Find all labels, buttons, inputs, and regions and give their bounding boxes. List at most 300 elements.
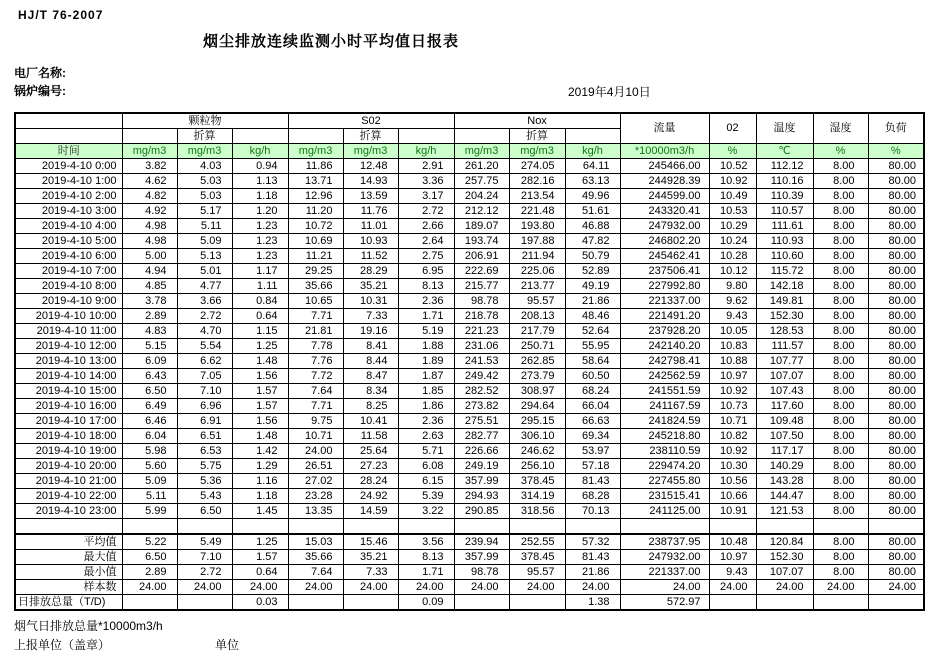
- value-cell: 1.23: [232, 234, 288, 249]
- value-cell: 10.73: [709, 399, 756, 414]
- value-cell: 5.98: [122, 444, 177, 459]
- empty-cell: [565, 129, 620, 144]
- value-cell: 1.86: [398, 399, 454, 414]
- value-cell: 1.17: [232, 264, 288, 279]
- data-row: [15, 444, 924, 459]
- value-cell: 11.52: [343, 249, 398, 264]
- value-cell: 2.36: [398, 414, 454, 429]
- value-cell: 48.46: [565, 309, 620, 324]
- value-cell: 262.85: [509, 354, 565, 369]
- empty-cell: [398, 129, 454, 144]
- value-cell: 107.50: [756, 429, 813, 444]
- value-cell: 23.28: [288, 489, 343, 504]
- converted-label-nox: 折算: [509, 129, 565, 144]
- value-cell: 9.43: [709, 565, 756, 580]
- value-cell: 225.06: [509, 264, 565, 279]
- time-cell: 2019-4-10 5:00: [15, 234, 122, 249]
- value-cell: 13.71: [288, 174, 343, 189]
- data-row: [15, 234, 924, 249]
- value-cell: 306.10: [509, 429, 565, 444]
- value-cell: 6.62: [177, 354, 232, 369]
- value-cell: 1.25: [232, 339, 288, 354]
- unit-cell: kg/h: [232, 144, 288, 159]
- value-cell: 6.50: [122, 384, 177, 399]
- time-cell: 2019-4-10 3:00: [15, 204, 122, 219]
- value-cell: 80.00: [868, 279, 924, 294]
- value-cell: 6.91: [177, 414, 232, 429]
- value-cell: 142.18: [756, 279, 813, 294]
- value-cell: 0.64: [232, 309, 288, 324]
- value-cell: 245218.80: [620, 429, 709, 444]
- value-cell: 3.22: [398, 504, 454, 519]
- header-flow: 流量: [620, 113, 709, 144]
- data-row: [15, 369, 924, 384]
- value-cell: 143.28: [756, 474, 813, 489]
- value-cell: 5.71: [398, 444, 454, 459]
- time-cell: 2019-4-10 21:00: [15, 474, 122, 489]
- data-row: [15, 414, 924, 429]
- value-cell: 80.00: [868, 219, 924, 234]
- time-header-cell: 时间: [15, 144, 122, 159]
- value-cell: 8.00: [813, 354, 868, 369]
- unit-cell: %: [868, 144, 924, 159]
- value-cell: 10.24: [709, 234, 756, 249]
- value-cell: 5.13: [177, 249, 232, 264]
- value-cell: 80.00: [868, 249, 924, 264]
- value-cell: 242562.59: [620, 369, 709, 384]
- time-cell: 2019-4-10 11:00: [15, 324, 122, 339]
- value-cell: 8.00: [813, 444, 868, 459]
- value-cell: 357.99: [454, 550, 509, 565]
- value-cell: 11.01: [343, 219, 398, 234]
- value-cell: 242140.20: [620, 339, 709, 354]
- value-cell: 10.69: [288, 234, 343, 249]
- value-cell: 6.46: [122, 414, 177, 429]
- value-cell: 247932.00: [620, 219, 709, 234]
- value-cell: 189.07: [454, 219, 509, 234]
- value-cell: 149.81: [756, 294, 813, 309]
- value-cell: 107.77: [756, 354, 813, 369]
- footer-note: 烟气日排放总量*10000m3/h: [14, 619, 163, 633]
- value-cell: 227455.80: [620, 474, 709, 489]
- value-cell: 35.66: [288, 550, 343, 565]
- data-row: [15, 204, 924, 219]
- time-cell: 2019-4-10 23:00: [15, 504, 122, 519]
- value-cell: 226.66: [454, 444, 509, 459]
- value-cell: 24.00: [454, 580, 509, 595]
- value-cell: 245466.00: [620, 159, 709, 174]
- value-cell: 80.00: [868, 489, 924, 504]
- empty-cell: [565, 519, 620, 535]
- time-cell: 2019-4-10 2:00: [15, 189, 122, 204]
- value-cell: 1.56: [232, 369, 288, 384]
- unit-cell: mg/m3: [122, 144, 177, 159]
- value-cell: 10.92: [709, 384, 756, 399]
- value-cell: 221.23: [454, 324, 509, 339]
- value-cell: 57.18: [565, 459, 620, 474]
- value-cell: 1.71: [398, 309, 454, 324]
- value-cell: 98.78: [454, 565, 509, 580]
- time-cell: 2019-4-10 1:00: [15, 174, 122, 189]
- value-cell: 3.66: [177, 294, 232, 309]
- empty-cell: [454, 129, 509, 144]
- value-cell: 218.78: [454, 309, 509, 324]
- empty-cell: [709, 519, 756, 535]
- table-body: [15, 159, 924, 611]
- value-cell: 2.89: [122, 565, 177, 580]
- value-cell: 295.15: [509, 414, 565, 429]
- value-cell: 9.75: [288, 414, 343, 429]
- data-row: [15, 294, 924, 309]
- value-cell: 244599.00: [620, 189, 709, 204]
- value-cell: 1.48: [232, 429, 288, 444]
- value-cell: 241.53: [454, 354, 509, 369]
- value-cell: 21.86: [565, 294, 620, 309]
- value-cell: 8.00: [813, 324, 868, 339]
- value-cell: 107.07: [756, 369, 813, 384]
- summary-row: [15, 550, 924, 565]
- value-cell: [288, 595, 343, 611]
- value-cell: 3.78: [122, 294, 177, 309]
- value-cell: 110.60: [756, 249, 813, 264]
- value-cell: 80.00: [868, 309, 924, 324]
- value-cell: 64.11: [565, 159, 620, 174]
- value-cell: 5.09: [177, 234, 232, 249]
- value-cell: 5.75: [177, 459, 232, 474]
- value-cell: 275.51: [454, 414, 509, 429]
- value-cell: 110.39: [756, 189, 813, 204]
- value-cell: 120.84: [756, 534, 813, 550]
- value-cell: 4.70: [177, 324, 232, 339]
- value-cell: 10.92: [709, 444, 756, 459]
- value-cell: 5.49: [177, 534, 232, 550]
- value-cell: 8.00: [813, 309, 868, 324]
- value-cell: 2.75: [398, 249, 454, 264]
- value-cell: 10.65: [288, 294, 343, 309]
- value-cell: 6.53: [177, 444, 232, 459]
- value-cell: 13.35: [288, 504, 343, 519]
- value-cell: 66.04: [565, 399, 620, 414]
- value-cell: 1.16: [232, 474, 288, 489]
- value-cell: 212.12: [454, 204, 509, 219]
- value-cell: 15.03: [288, 534, 343, 550]
- value-cell: 51.61: [565, 204, 620, 219]
- time-cell: 2019-4-10 0:00: [15, 159, 122, 174]
- value-cell: 208.13: [509, 309, 565, 324]
- value-cell: 7.72: [288, 369, 343, 384]
- time-cell: 2019-4-10 15:00: [15, 384, 122, 399]
- corner-cell: [15, 113, 122, 129]
- value-cell: 7.33: [343, 309, 398, 324]
- data-row: [15, 399, 924, 414]
- value-cell: 0.84: [232, 294, 288, 309]
- boiler-no-label: 锅炉编号:: [14, 84, 66, 98]
- value-cell: 7.33: [343, 565, 398, 580]
- data-row: [15, 219, 924, 234]
- value-cell: [509, 595, 565, 611]
- value-cell: 256.10: [509, 459, 565, 474]
- value-cell: 257.75: [454, 174, 509, 189]
- report-date: 2019年4月10日: [568, 85, 651, 99]
- value-cell: 80.00: [868, 354, 924, 369]
- value-cell: 24.00: [709, 580, 756, 595]
- unit-label: 单位: [215, 638, 240, 652]
- value-cell: 10.30: [709, 459, 756, 474]
- value-cell: 308.97: [509, 384, 565, 399]
- value-cell: 0.94: [232, 159, 288, 174]
- time-cell: 2019-4-10 20:00: [15, 459, 122, 474]
- value-cell: 8.41: [343, 339, 398, 354]
- value-cell: 221.48: [509, 204, 565, 219]
- value-cell: 107.43: [756, 384, 813, 399]
- value-cell: 121.53: [756, 504, 813, 519]
- unit-cell: ℃: [756, 144, 813, 159]
- value-cell: 8.00: [813, 339, 868, 354]
- value-cell: 8.13: [398, 279, 454, 294]
- value-cell: 80.00: [868, 459, 924, 474]
- value-cell: 8.00: [813, 204, 868, 219]
- value-cell: 10.82: [709, 429, 756, 444]
- time-cell: 2019-4-10 19:00: [15, 444, 122, 459]
- value-cell: 5.15: [122, 339, 177, 354]
- value-cell: 294.64: [509, 399, 565, 414]
- value-cell: 4.83: [122, 324, 177, 339]
- value-cell: 80.00: [868, 384, 924, 399]
- value-cell: 8.00: [813, 474, 868, 489]
- value-cell: 128.53: [756, 324, 813, 339]
- value-cell: 6.15: [398, 474, 454, 489]
- value-cell: 1.57: [232, 384, 288, 399]
- value-cell: 24.00: [343, 580, 398, 595]
- value-cell: 1.25: [232, 534, 288, 550]
- empty-cell: [15, 519, 122, 535]
- value-cell: 222.69: [454, 264, 509, 279]
- value-cell: 24.00: [398, 580, 454, 595]
- value-cell: 10.49: [709, 189, 756, 204]
- value-cell: 241551.59: [620, 384, 709, 399]
- value-cell: 11.86: [288, 159, 343, 174]
- value-cell: 10.93: [343, 234, 398, 249]
- value-cell: [122, 595, 177, 611]
- value-cell: 357.99: [454, 474, 509, 489]
- value-cell: 5.36: [177, 474, 232, 489]
- value-cell: 221337.00: [620, 294, 709, 309]
- data-row: [15, 504, 924, 519]
- value-cell: 10.66: [709, 489, 756, 504]
- value-cell: 282.52: [454, 384, 509, 399]
- value-cell: 25.64: [343, 444, 398, 459]
- value-cell: 221491.20: [620, 309, 709, 324]
- value-cell: 4.82: [122, 189, 177, 204]
- value-cell: 314.19: [509, 489, 565, 504]
- value-cell: 7.64: [288, 565, 343, 580]
- summary-label: 最大值: [15, 550, 122, 565]
- value-cell: 24.00: [288, 580, 343, 595]
- value-cell: 47.82: [565, 234, 620, 249]
- value-cell: 6.51: [177, 429, 232, 444]
- unit-cell: mg/m3: [454, 144, 509, 159]
- value-cell: 5.60: [122, 459, 177, 474]
- value-cell: 221337.00: [620, 565, 709, 580]
- value-cell: 1.45: [232, 504, 288, 519]
- value-cell: 49.96: [565, 189, 620, 204]
- data-row: [15, 474, 924, 489]
- value-cell: 7.10: [177, 550, 232, 565]
- value-cell: 50.79: [565, 249, 620, 264]
- summary-label: 日排放总量（T/D): [15, 595, 122, 611]
- empty-cell: [343, 519, 398, 535]
- page-title: 烟尘排放连续监测小时平均值日报表: [203, 33, 460, 50]
- value-cell: 8.00: [813, 565, 868, 580]
- data-row: [15, 489, 924, 504]
- value-cell: 241125.00: [620, 504, 709, 519]
- value-cell: 5.01: [177, 264, 232, 279]
- value-cell: 11.58: [343, 429, 398, 444]
- value-cell: 21.81: [288, 324, 343, 339]
- value-cell: 80.00: [868, 504, 924, 519]
- summary-label: 样本数: [15, 580, 122, 595]
- converted-label-pm: 折算: [177, 129, 232, 144]
- value-cell: 11.76: [343, 204, 398, 219]
- value-cell: 237928.20: [620, 324, 709, 339]
- value-cell: 3.82: [122, 159, 177, 174]
- value-cell: 8.00: [813, 534, 868, 550]
- data-row: [15, 159, 924, 174]
- value-cell: 8.00: [813, 489, 868, 504]
- value-cell: 1.85: [398, 384, 454, 399]
- value-cell: 24.92: [343, 489, 398, 504]
- value-cell: 3.56: [398, 534, 454, 550]
- value-cell: 8.00: [813, 174, 868, 189]
- value-cell: 8.00: [813, 459, 868, 474]
- data-row: [15, 324, 924, 339]
- summary-label: 最小值: [15, 565, 122, 580]
- value-cell: 4.98: [122, 234, 177, 249]
- summary-row: [15, 580, 924, 595]
- value-cell: [454, 595, 509, 611]
- value-cell: 24.00: [756, 580, 813, 595]
- value-cell: 238737.95: [620, 534, 709, 550]
- value-cell: 11.21: [288, 249, 343, 264]
- value-cell: 243320.41: [620, 204, 709, 219]
- value-cell: 14.93: [343, 174, 398, 189]
- value-cell: 10.83: [709, 339, 756, 354]
- value-cell: 81.43: [565, 474, 620, 489]
- value-cell: 8.00: [813, 369, 868, 384]
- value-cell: 6.95: [398, 264, 454, 279]
- value-cell: 246802.20: [620, 234, 709, 249]
- value-cell: [756, 595, 813, 611]
- value-cell: 5.17: [177, 204, 232, 219]
- value-cell: 80.00: [868, 339, 924, 354]
- value-cell: 1.57: [232, 399, 288, 414]
- value-cell: 69.34: [565, 429, 620, 444]
- value-cell: 80.00: [868, 369, 924, 384]
- unit-cell: kg/h: [398, 144, 454, 159]
- value-cell: 140.29: [756, 459, 813, 474]
- value-cell: 10.52: [709, 159, 756, 174]
- value-cell: 26.51: [288, 459, 343, 474]
- value-cell: 7.71: [288, 399, 343, 414]
- summary-row: [15, 565, 924, 580]
- value-cell: 152.30: [756, 550, 813, 565]
- value-cell: 1.38: [565, 595, 620, 611]
- value-cell: 5.03: [177, 189, 232, 204]
- value-cell: 24.00: [620, 580, 709, 595]
- value-cell: [177, 595, 232, 611]
- value-cell: 10.92: [709, 174, 756, 189]
- value-cell: 24.00: [868, 580, 924, 595]
- empty-cell: [398, 519, 454, 535]
- value-cell: 10.28: [709, 249, 756, 264]
- value-cell: 1.57: [232, 550, 288, 565]
- value-cell: 52.64: [565, 324, 620, 339]
- value-cell: 0.64: [232, 565, 288, 580]
- value-cell: 1.87: [398, 369, 454, 384]
- value-cell: 98.78: [454, 294, 509, 309]
- data-row: [15, 249, 924, 264]
- value-cell: 3.36: [398, 174, 454, 189]
- value-cell: 8.47: [343, 369, 398, 384]
- value-cell: 8.25: [343, 399, 398, 414]
- value-cell: 4.85: [122, 279, 177, 294]
- time-cell: 2019-4-10 22:00: [15, 489, 122, 504]
- value-cell: 241824.59: [620, 414, 709, 429]
- value-cell: 241167.59: [620, 399, 709, 414]
- value-cell: 10.91: [709, 504, 756, 519]
- empty-cell: [756, 519, 813, 535]
- value-cell: 8.00: [813, 249, 868, 264]
- value-cell: 10.12: [709, 264, 756, 279]
- data-row: [15, 384, 924, 399]
- value-cell: 19.16: [343, 324, 398, 339]
- value-cell: 11.20: [288, 204, 343, 219]
- value-cell: 227992.80: [620, 279, 709, 294]
- data-row: [15, 279, 924, 294]
- summary-row: [15, 534, 924, 550]
- time-cell: 2019-4-10 13:00: [15, 354, 122, 369]
- value-cell: 4.62: [122, 174, 177, 189]
- value-cell: 80.00: [868, 174, 924, 189]
- value-cell: 2.66: [398, 219, 454, 234]
- value-cell: 5.11: [122, 489, 177, 504]
- value-cell: [343, 595, 398, 611]
- value-cell: 5.09: [122, 474, 177, 489]
- corner-cell: [15, 129, 122, 144]
- value-cell: 10.97: [709, 369, 756, 384]
- unit-cell: mg/m3: [177, 144, 232, 159]
- value-cell: 80.00: [868, 294, 924, 309]
- value-cell: 80.00: [868, 414, 924, 429]
- value-cell: 10.56: [709, 474, 756, 489]
- value-cell: 247932.00: [620, 550, 709, 565]
- empty-cell: [620, 519, 709, 535]
- value-cell: 10.71: [709, 414, 756, 429]
- value-cell: 10.72: [288, 219, 343, 234]
- value-cell: 1.23: [232, 249, 288, 264]
- value-cell: 53.97: [565, 444, 620, 459]
- data-row: [15, 309, 924, 324]
- unit-cell: mg/m3: [509, 144, 565, 159]
- value-cell: 117.17: [756, 444, 813, 459]
- value-cell: 35.66: [288, 279, 343, 294]
- value-cell: 10.71: [288, 429, 343, 444]
- value-cell: 35.21: [343, 550, 398, 565]
- value-cell: 63.13: [565, 174, 620, 189]
- value-cell: 211.94: [509, 249, 565, 264]
- value-cell: 1.11: [232, 279, 288, 294]
- value-cell: 46.88: [565, 219, 620, 234]
